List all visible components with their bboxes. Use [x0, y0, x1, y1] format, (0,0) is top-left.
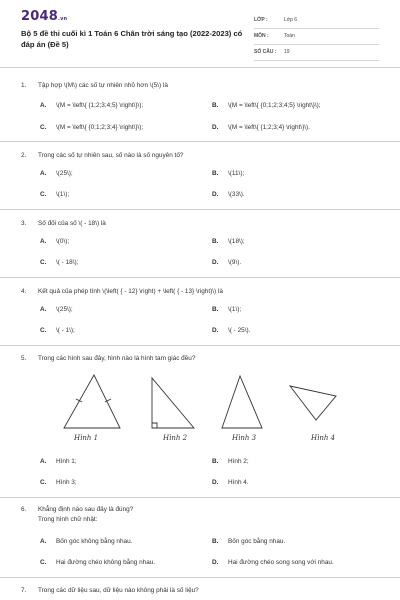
- divider: [0, 497, 400, 498]
- divider: [0, 209, 400, 210]
- question-number: 7.: [21, 587, 27, 594]
- option-c[interactable]: C. \( - 18\);: [40, 259, 79, 266]
- triangle-4: [290, 386, 336, 420]
- option-c[interactable]: C. Hình 3;: [40, 479, 77, 486]
- question-text: Kết quả của phép tính \(\left( { - 12} \right) + \left( { - 13} \right)\) là: [38, 288, 223, 295]
- question-text: Trong các hình sau đây, hình nào là hình tam giác đều?: [38, 355, 196, 362]
- option-d[interactable]: D. Hai đường chéo song song với nhau.: [212, 559, 334, 566]
- question-number: 6.: [21, 506, 27, 513]
- option-b[interactable]: B. Hình 2;: [212, 458, 249, 465]
- meta-label: MÔN :: [254, 33, 269, 39]
- meta-row-subject: [254, 30, 379, 45]
- figure-caption-4: Hình 4: [311, 434, 336, 442]
- meta-value: Toán: [284, 33, 295, 39]
- divider: [0, 141, 400, 142]
- option-d[interactable]: D. \(M = \left\{ {1;2;3;4} \right\}\).: [212, 124, 310, 131]
- question-number: 2.: [21, 152, 27, 159]
- option-a[interactable]: A. \(25\);: [40, 170, 73, 177]
- divider: [0, 277, 400, 278]
- option-d[interactable]: D. Hình 4.: [212, 479, 249, 486]
- option-a[interactable]: A. \(0\);: [40, 238, 70, 245]
- option-a[interactable]: A. Hình 1;: [40, 458, 77, 465]
- question-text: Khẳng định nào sau đây là đúng?: [38, 506, 134, 513]
- question-number: 1.: [21, 82, 27, 89]
- question-7: [21, 587, 199, 594]
- figure-caption-2: Hình 2: [163, 434, 188, 442]
- figure-caption-1: Hình 1: [74, 434, 99, 442]
- question-2: [21, 152, 184, 159]
- document-title: Bộ 5 đề thi cuối kì 1 Toán 6 Chân trời sáng tạo (2022-2023) có đáp án (Đề 5): [21, 29, 243, 49]
- triangle-figures: [40, 372, 370, 452]
- meta-value: Lớp 6: [284, 17, 298, 23]
- meta-row-grade: [254, 14, 379, 29]
- question-4: [21, 288, 223, 295]
- divider: [0, 345, 400, 346]
- option-b[interactable]: B. \(M = \left\{ {0;1;2;3;4;5} \right\}\);: [212, 102, 321, 109]
- option-d[interactable]: D. \( - 25\).: [212, 327, 251, 334]
- question-text: Tập hợp \(M\) các số tự nhiên nhỏ hơn \(5\) là: [38, 82, 168, 89]
- option-c[interactable]: C. Hai đường chéo không bằng nhau.: [40, 559, 156, 566]
- meta-label: LỚP :: [254, 17, 268, 23]
- question-text: Số đối của số \( - 18\) là: [38, 220, 106, 227]
- option-c[interactable]: C. \(M = \left\{ {0;1;2;3;4} \right\}\);: [40, 124, 144, 131]
- meta-row-count: [254, 46, 379, 61]
- option-c[interactable]: C. \(1\);: [40, 191, 70, 198]
- site-logo[interactable]: 2048.vn: [21, 9, 68, 24]
- option-a[interactable]: A. \(25\);: [40, 306, 73, 313]
- question-number: 3.: [21, 220, 27, 227]
- option-c[interactable]: C. \( - 1\);: [40, 327, 75, 334]
- question-text: Trong các số tự nhiên sau, số nào là số nguyên tố?: [38, 152, 184, 159]
- option-d[interactable]: D. \(33\).: [212, 191, 245, 198]
- triangle-3: [222, 376, 262, 428]
- figure-caption-3: Hình 3: [232, 434, 257, 442]
- triangle-1: [64, 375, 120, 428]
- question-number: 5.: [21, 355, 27, 362]
- question-5: [21, 355, 196, 362]
- option-a[interactable]: A. \(M = \left\{ {1;2;3;4;5} \right\}\);: [40, 102, 144, 109]
- question-subtext: Trong hình chữ nhật:: [38, 516, 98, 523]
- question-text: Trong các dữ liệu sau, dữ liệu nào không phải là số liệu?: [38, 587, 199, 594]
- question-3: [21, 220, 106, 227]
- question-number: 4.: [21, 288, 27, 295]
- meta-value: 19: [284, 49, 290, 55]
- option-d[interactable]: D. \(9\).: [212, 259, 242, 266]
- question-6: [21, 506, 134, 523]
- option-b[interactable]: B. \(11\);: [212, 170, 245, 177]
- question-1: [21, 82, 168, 89]
- divider: [0, 577, 400, 578]
- meta-info: [254, 14, 379, 62]
- option-b[interactable]: B. Bốn góc bằng nhau.: [212, 538, 286, 545]
- option-a[interactable]: A. Bốn góc không bằng nhau.: [40, 538, 133, 545]
- right-angle-mark: [152, 423, 157, 428]
- page-header: [0, 0, 400, 64]
- triangle-2: [152, 378, 194, 428]
- option-b[interactable]: B. \(1\);: [212, 306, 242, 313]
- option-b[interactable]: B. \(18\);: [212, 238, 245, 245]
- meta-label: SỐ CÂU :: [254, 49, 277, 55]
- divider: [0, 67, 400, 68]
